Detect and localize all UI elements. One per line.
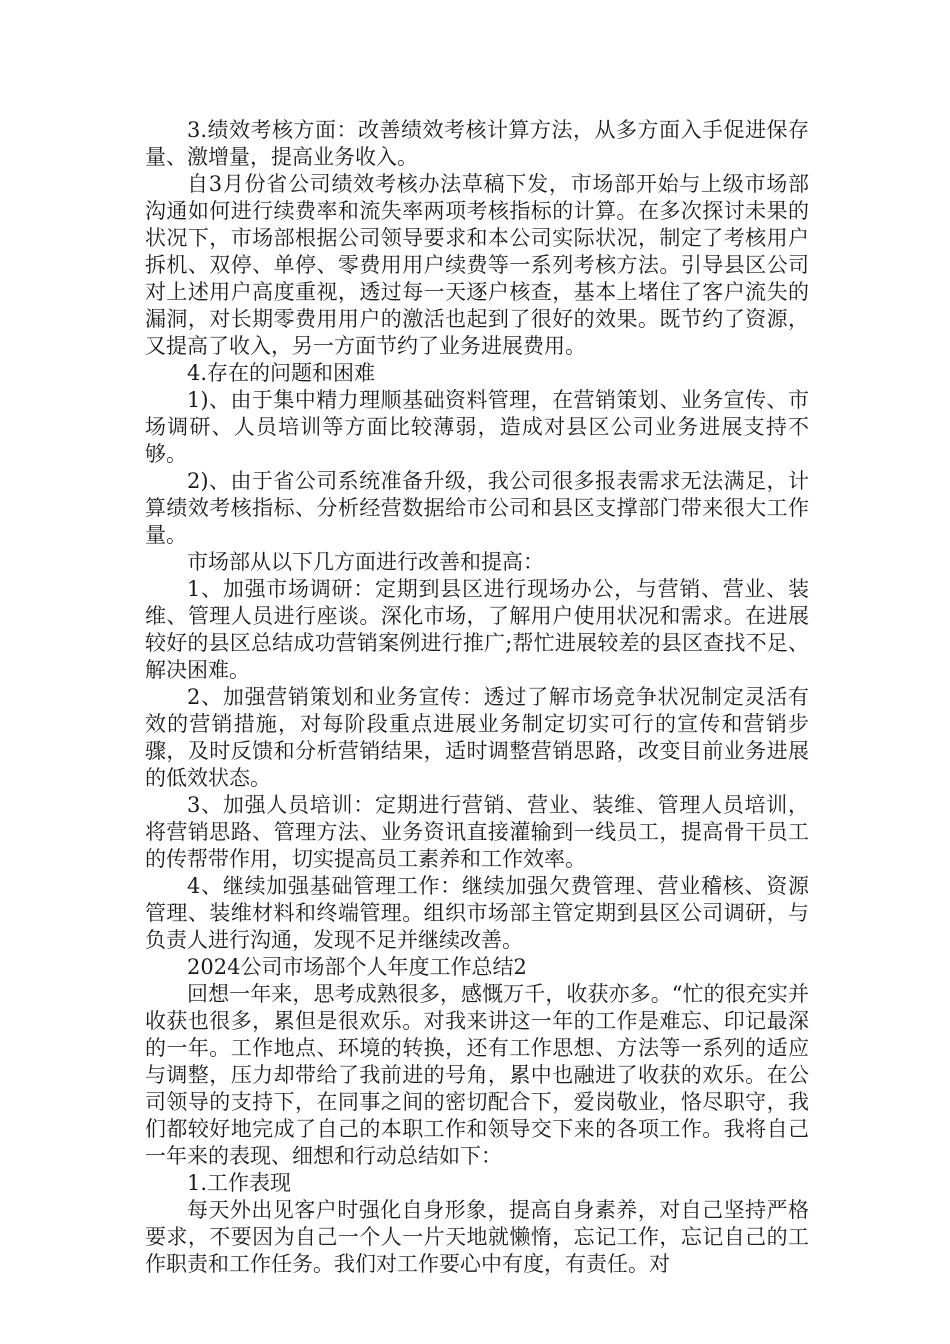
improvement-item-2: 2、加强营销策划和业务宣传：透过了解市场竞争状况制定灵活有效的营销措施，对每阶段重点进展业务制定切实可行的宣传和营销步骤，及时反馈和分析营销结果，适时调整营销思路，改变目前业务进展的低效状态。 [145,685,809,790]
summary-2-intro: 回想一年来，思考成熟很多，感慨万千，收获亦多。“忙的很充实并收获也很多，累但是很欢乐。对我来讲这一年的工作是难忘、印记最深的一年。工作地点、环境的转换，还有工作思想、方法等一系列的适应与调整，压力却带给了我前进的号角，累中也融进了收获的欢乐。在公司领导的支持下，在同事之间的密切配合下，爱岗敬业，恪尽职守，我们都较好地完成了自己的本职工作和领导交下来的各项工作。我将自己一年来的表现、细想和行动总结如下： [145,982,809,1168]
work-performance-body: 每天外出见客户时强化自身形象，提高自身素养，对自己坚持严格要求，不要因为自己一个人一片天地就懒惰，忘记工作，忘记自己的工作职责和工作任务。我们对工作要心中有度，有责任。对 [145,1198,809,1276]
summary-2-title: 2024公司市场部个人年度工作总结2 [187,955,527,979]
improvement-item-3: 3、加强人员培训：定期进行营销、营业、装维、管理人员培训，将营销思路、管理方法、业务资讯直接灌输到一线员工，提高骨干员工的传帮带作用，切实提高员工素养和工作效率。 [145,793,809,871]
problem-item-1: 1)、由于集中精力理顺基础资料管理，在营销策划、业务宣传、市场调研、人员培训等方面比较薄弱，造成对县区公司业务进展支持不够。 [145,388,809,466]
improvement-intro: 市场部从以下几方面进行改善和提高： [187,550,544,574]
section-3-body: 自3月份省公司绩效考核办法草稿下发，市场部开始与上级市场部沟通如何进行续费率和流失率两项考核指标的计算。在多次探讨未果的状况下，市场部根据公司领导要求和本公司实际状况，制定了考核用户拆机、双停、单停、零费用用户续费等一系列考核方法。引导县区公司对上述用户高度重视，透过每一天逐户核查，基本上堵住了客户流失的漏洞，对长期零费用用户的激活也起到了很好的效果。既节约了资源，又提高了收入，另一方面节约了业务进展费用。 [145,172,809,358]
improvement-item-4: 4、继续加强基础管理工作：继续加强欠费管理、营业稽核、资源管理、装维材料和终端管理。组织市场部主管定期到县区公司调研，与负责人进行沟通，发现不足并继续改善。 [145,874,809,952]
section-4-heading: 4.存在的问题和困难 [187,361,376,385]
work-performance-heading: 1.工作表现 [187,1171,292,1195]
section-3-heading: 3.绩效考核方面：改善绩效考核计算方法，从多方面入手促进保存量、激增量，提高业务收入。 [145,118,809,169]
improvement-item-1: 1、加强市场调研：定期到县区进行现场办公，与营销、营业、装维、管理人员进行座谈。深化市场，了解用户使用状况和需求。在进展较好的县区总结成功营销案例进行推广;帮忙进展较差的县区查找不足、解决困难。 [145,577,809,682]
document-page [145,117,809,1278]
problem-item-2: 2)、由于省公司系统准备升级，我公司很多报表需求无法满足，计算绩效考核指标、分析经营数据给市公司和县区支撑部门带来很大工作量。 [145,469,809,547]
